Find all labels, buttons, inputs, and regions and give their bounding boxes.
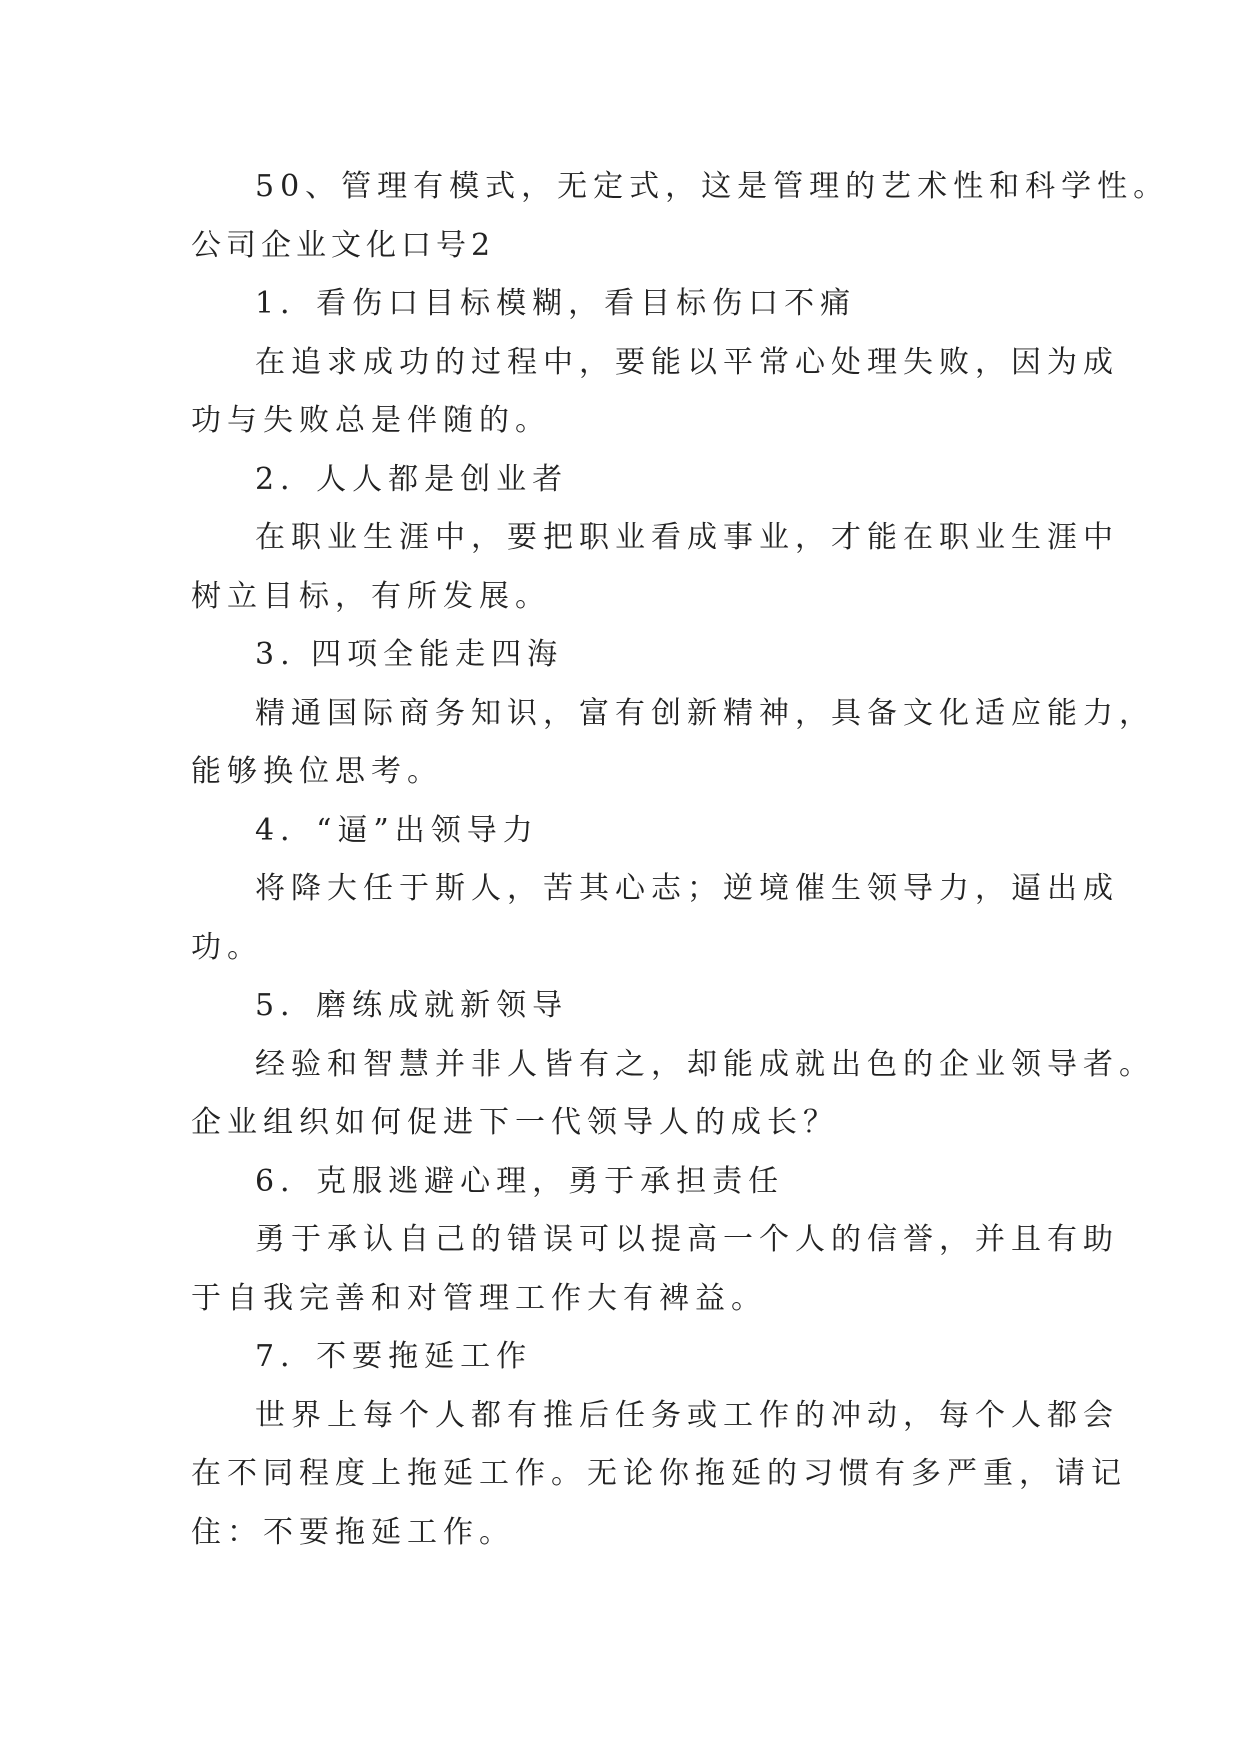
paragraph-line: 在追求成功的过程中，要能以平常心处理失败，因为成 (255, 344, 1119, 380)
item-title: 6．克服逃避心理，勇于承担责任 (255, 1163, 785, 1199)
paragraph-line: 树立目标，有所发展。 (191, 578, 551, 614)
paragraph-line: 勇于承认自己的错误可以提高一个人的信誉，并且有助 (255, 1222, 1119, 1257)
paragraph-line: 功。 (191, 929, 263, 965)
paragraph-line: 50、管理有模式，无定式，这是管理的艺术性和科学性。 (255, 169, 1170, 204)
paragraph-line: 功与失败总是伴随的。 (191, 403, 551, 438)
paragraph-line: 在不同程度上拖延工作。无论你拖延的习惯有多严重，请记 (191, 1456, 1127, 1491)
item-title: 4．“逼”出领导力 (255, 812, 539, 848)
item-title: 2．人人都是创业者 (255, 461, 569, 497)
section-heading: 公司企业文化口号2 (191, 227, 496, 263)
item-title: 7．不要拖延工作 (255, 1339, 533, 1374)
paragraph-line: 住：不要拖延工作。 (191, 1514, 515, 1550)
paragraph-line: 企业组织如何促进下一代领导人的成长？ (191, 1105, 839, 1140)
paragraph-line: 能够换位思考。 (191, 754, 443, 789)
paragraph-line: 精通国际商务知识，富有创新精神，具备文化适应能力， (255, 695, 1155, 731)
paragraph-line: 将降大任于斯人，苦其心志；逆境催生领导力，逼出成 (255, 871, 1119, 906)
item-title: 3. 四项全能走四海 (255, 637, 564, 672)
paragraph-line: 世界上每个人都有推后任务或工作的冲动，每个人都会 (255, 1397, 1119, 1433)
item-title: 5．磨练成就新领导 (255, 988, 569, 1023)
paragraph-line: 经验和智慧并非人皆有之，却能成就出色的企业领导者。 (255, 1046, 1155, 1082)
paragraph-line: 于自我完善和对管理工作大有裨益。 (191, 1280, 767, 1316)
body-text (191, 158, 1170, 1562)
paragraph-line: 在职业生涯中，要把职业看成事业，才能在职业生涯中 (255, 520, 1119, 555)
item-title: 1．看伤口目标模糊，看目标伤口不痛 (255, 286, 857, 321)
